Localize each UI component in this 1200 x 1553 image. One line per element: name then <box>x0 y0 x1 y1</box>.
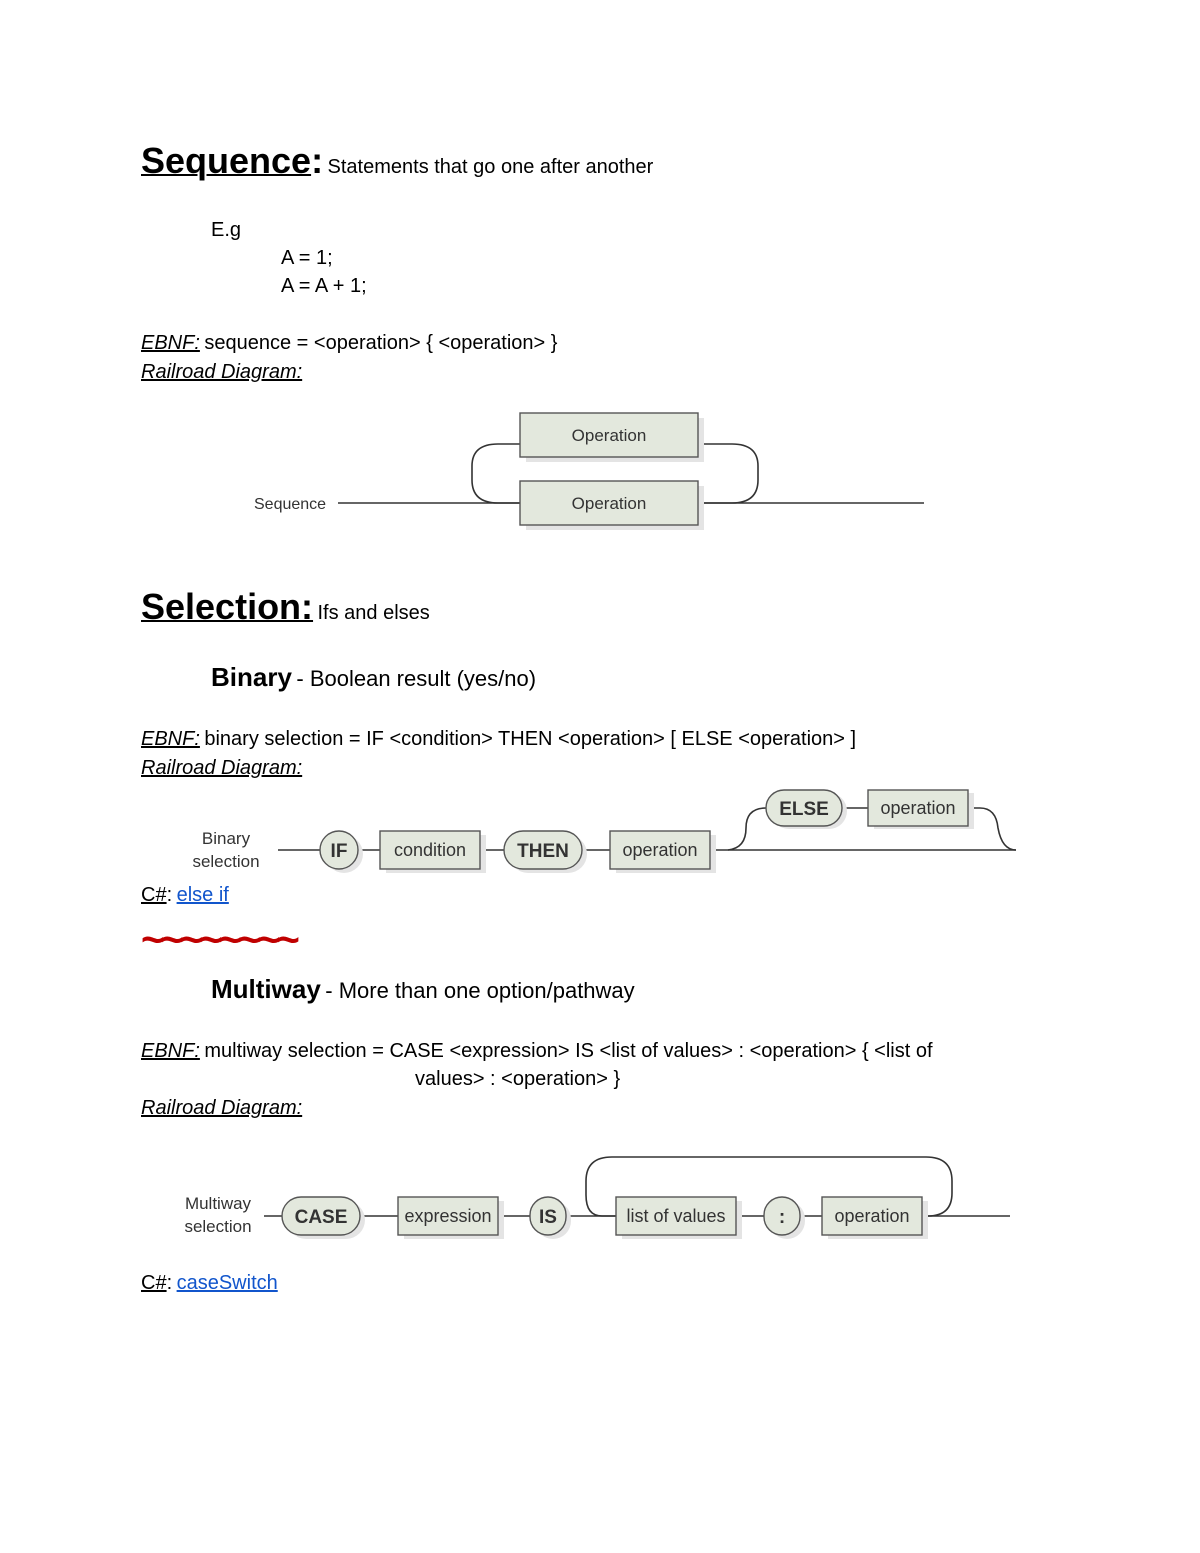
multiway-ebnf <box>141 1040 933 1063</box>
binary-title: Binary <box>211 662 292 692</box>
expression-label: expression <box>404 1206 492 1226</box>
list-of-values-label: list of values <box>626 1206 726 1226</box>
csharp-separator: : <box>166 884 173 906</box>
sequence-heading-row <box>141 140 653 182</box>
else-keyword-label: ELSE <box>779 799 829 820</box>
sequence-ebnf <box>141 332 557 355</box>
rail-branch <box>968 808 1016 850</box>
sequence-start-label: Sequence <box>254 496 327 513</box>
multiway-description: - More than one option/pathway <box>325 978 635 1003</box>
binary-heading-row <box>211 662 536 693</box>
multiway-start-label-1: Multiway <box>184 1194 252 1213</box>
sequence-heading: Sequence <box>141 140 312 181</box>
example-label: E.g <box>211 219 242 241</box>
ebnf-text-line-1: multiway selection = CASE <expression> IS <list of values> : <operation> { <list of <box>204 1040 933 1062</box>
ebnf-text: sequence = <operation> { <operation> } <box>204 332 558 354</box>
operation-label: operation <box>622 840 698 860</box>
railroad-label: Railroad Diagram: <box>141 757 303 779</box>
selection-heading-row <box>141 586 430 628</box>
sequence-description: Statements that go one after another <box>327 156 654 178</box>
csharp-separator: : <box>166 1272 173 1294</box>
binary-ebnf <box>141 728 856 751</box>
ebnf-label: EBNF: <box>141 728 200 750</box>
case-switch-link[interactable]: caseSwitch <box>176 1272 278 1294</box>
binary-start-label-1: Binary <box>201 829 251 848</box>
operation-box-bottom-label: Operation <box>571 494 647 513</box>
multiway-start-label-2: selection <box>184 1217 252 1236</box>
railroad-label: Railroad Diagram: <box>141 1097 303 1119</box>
sequence-railroad-diagram <box>240 400 940 540</box>
ebnf-text: binary selection = IF <condition> THEN <operation> [ ELSE <operation> ] <box>204 728 857 750</box>
ebnf-text-line-2: values> : <operation> } <box>415 1068 621 1090</box>
sequence-heading-colon: : <box>311 140 324 181</box>
binary-railroad-diagram <box>180 780 1030 880</box>
multiway-heading-row <box>211 974 635 1005</box>
multiway-title: Multiway <box>211 974 321 1004</box>
selection-heading: Selection: <box>141 586 314 627</box>
operation-box-top-label: Operation <box>571 426 647 445</box>
ebnf-label: EBNF: <box>141 1040 200 1062</box>
colon-keyword-label: : <box>778 1207 786 1228</box>
example-line-1: A = 1; <box>281 247 333 269</box>
rail-loop-right <box>698 444 758 503</box>
binary-start-label-2: selection <box>192 852 260 871</box>
is-keyword-label: IS <box>539 1207 557 1228</box>
csharp-label: C# <box>141 884 167 906</box>
then-keyword-label: THEN <box>517 841 569 862</box>
if-keyword-label: IF <box>330 841 348 862</box>
binary-description: - Boolean result (yes/no) <box>296 666 537 691</box>
example-line-2: A = A + 1; <box>281 275 367 297</box>
selection-description: Ifs and elses <box>317 602 430 624</box>
multiway-railroad-diagram <box>170 1145 1030 1255</box>
csharp-label: C# <box>141 1272 167 1294</box>
rail-loop-left <box>472 444 520 503</box>
case-keyword-label: CASE <box>294 1207 348 1228</box>
else-if-link[interactable]: else if <box>176 884 229 906</box>
binary-csharp-row <box>141 884 229 907</box>
multiway-csharp-row <box>141 1272 278 1295</box>
divider-squiggle: ~~~~~~~~ <box>141 918 296 962</box>
condition-label: condition <box>393 840 467 860</box>
rail-branch <box>728 808 766 850</box>
railroad-label: Railroad Diagram: <box>141 361 303 383</box>
else-operation-label: operation <box>880 798 956 818</box>
operation-label: operation <box>834 1206 910 1226</box>
ebnf-label: EBNF: <box>141 332 200 354</box>
